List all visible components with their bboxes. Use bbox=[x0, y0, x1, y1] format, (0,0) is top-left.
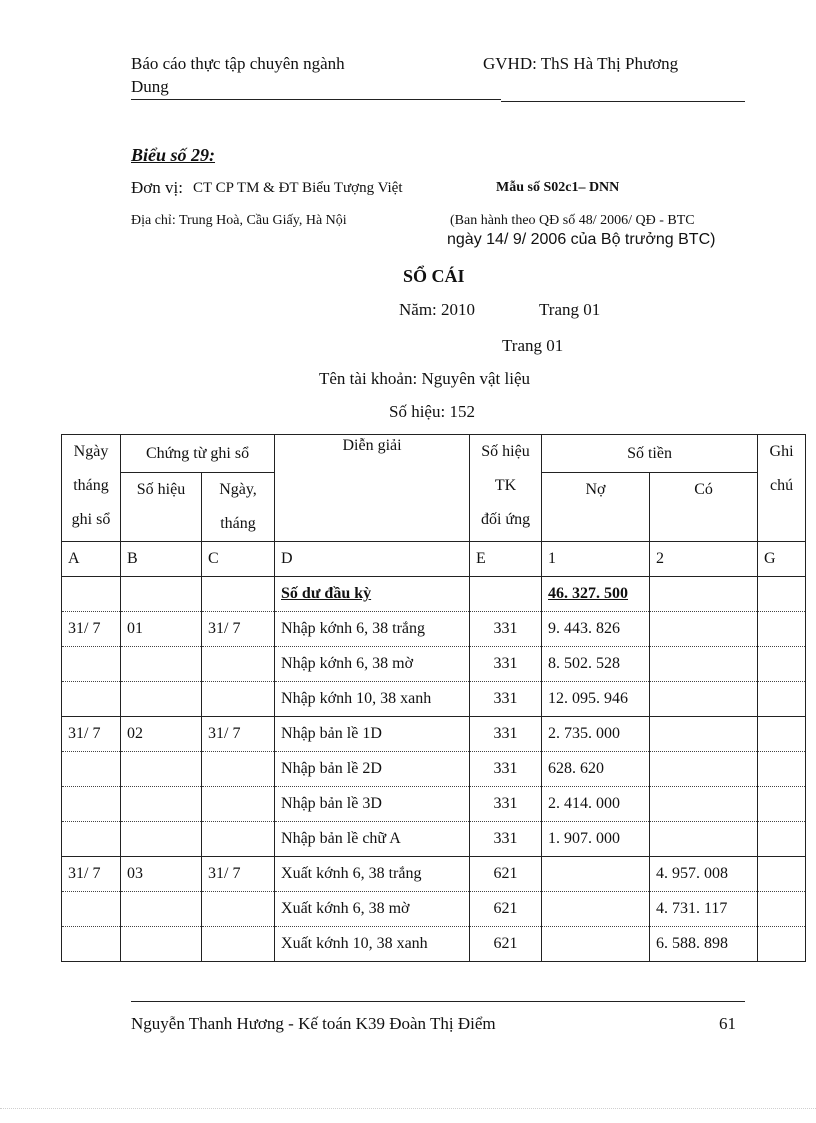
row-date: 31/ 7 bbox=[62, 612, 121, 647]
column-code: D bbox=[275, 542, 470, 577]
row-contra-account: 621 bbox=[470, 927, 542, 962]
header-voucher-date: Ngày, tháng bbox=[202, 473, 275, 542]
row-voucher-date bbox=[202, 787, 275, 822]
form-label: Biểu số 29: bbox=[131, 145, 216, 165]
row-contra-account: 331 bbox=[470, 682, 542, 717]
header-credit: Có bbox=[650, 473, 758, 542]
column-code: A bbox=[62, 542, 121, 577]
row-note bbox=[758, 857, 806, 892]
row-voucher-number bbox=[121, 927, 202, 962]
unit-label: Đơn vị: bbox=[131, 178, 183, 197]
supervisor-label: GVHD: ThS Hà Thị Phương bbox=[483, 54, 679, 73]
opening-balance-label: Số dư đầu kỳ bbox=[275, 577, 470, 612]
header-note: Ghi chú bbox=[758, 435, 806, 542]
row-description: Xuất kớnh 6, 38 trắng bbox=[275, 857, 470, 892]
row-credit bbox=[650, 822, 758, 857]
header-rule-left bbox=[131, 99, 501, 100]
row-credit: 4. 731. 117 bbox=[650, 892, 758, 927]
row-contra-account: 621 bbox=[470, 857, 542, 892]
row-voucher-date bbox=[202, 822, 275, 857]
row-voucher-date bbox=[202, 892, 275, 927]
row-description: Nhập bản lề 1D bbox=[275, 717, 470, 752]
row-note bbox=[758, 612, 806, 647]
row-voucher-date: 31/ 7 bbox=[202, 857, 275, 892]
row-note bbox=[758, 927, 806, 962]
row-note bbox=[758, 787, 806, 822]
footer-author: Nguyễn Thanh Hương - Kế toán K39 Đoàn Thị Điểm bbox=[131, 1014, 496, 1033]
footer-rule bbox=[131, 1001, 745, 1002]
row-date bbox=[62, 822, 121, 857]
row-description: Xuất kớnh 6, 38 mờ bbox=[275, 892, 470, 927]
row-note bbox=[758, 822, 806, 857]
table-row bbox=[62, 647, 806, 682]
row-credit bbox=[650, 612, 758, 647]
row-voucher-number bbox=[121, 647, 202, 682]
column-code: E bbox=[470, 542, 542, 577]
row-voucher-date bbox=[202, 927, 275, 962]
row-debit: 12. 095. 946 bbox=[542, 682, 650, 717]
row-note bbox=[758, 892, 806, 927]
header-description: Diễn giải bbox=[275, 435, 470, 542]
column-code: C bbox=[202, 542, 275, 577]
table-row bbox=[62, 682, 806, 717]
issued-decree: (Ban hành theo QĐ số 48/ 2006/ QĐ - BTC bbox=[450, 213, 695, 228]
row-voucher-date: 31/ 7 bbox=[202, 612, 275, 647]
row-voucher-date bbox=[202, 682, 275, 717]
header-amount: Số tiền bbox=[542, 435, 758, 473]
row-credit bbox=[650, 752, 758, 787]
row-voucher-date: 31/ 7 bbox=[202, 717, 275, 752]
row-contra-account: 331 bbox=[470, 752, 542, 787]
row-voucher-number bbox=[121, 892, 202, 927]
row-description: Nhập bản lề 3D bbox=[275, 787, 470, 822]
table-row bbox=[62, 857, 806, 892]
row-date bbox=[62, 752, 121, 787]
row-description: Nhập bản lề 2D bbox=[275, 752, 470, 787]
row-voucher-date bbox=[202, 752, 275, 787]
table-row bbox=[62, 787, 806, 822]
row-credit: 6. 588. 898 bbox=[650, 927, 758, 962]
row-date bbox=[62, 927, 121, 962]
ledger-page-repeat: Trang 01 bbox=[502, 336, 564, 355]
row-debit: 8. 502. 528 bbox=[542, 647, 650, 682]
column-code: B bbox=[121, 542, 202, 577]
row-contra-account: 331 bbox=[470, 717, 542, 752]
page-number: 61 bbox=[719, 1014, 736, 1033]
row-voucher-number bbox=[121, 682, 202, 717]
template-number: Mẫu số S02c1– DNN bbox=[496, 180, 620, 195]
column-code-row bbox=[62, 542, 806, 577]
row-voucher-number bbox=[121, 822, 202, 857]
row-debit: 9. 443. 826 bbox=[542, 612, 650, 647]
header-date: Ngày tháng ghi sổ bbox=[62, 435, 121, 542]
table-row bbox=[62, 927, 806, 962]
header-contra-account: Số hiệu TK đối ứng bbox=[470, 435, 542, 542]
row-date bbox=[62, 647, 121, 682]
row-debit bbox=[542, 927, 650, 962]
row-contra-account: 331 bbox=[470, 822, 542, 857]
row-note bbox=[758, 647, 806, 682]
row-contra-account: 331 bbox=[470, 647, 542, 682]
row-note bbox=[758, 752, 806, 787]
ledger-year: Năm: 2010 bbox=[399, 300, 476, 319]
page-bottom-edge bbox=[0, 1108, 816, 1123]
row-debit bbox=[542, 857, 650, 892]
ledger-table bbox=[61, 434, 806, 962]
row-date bbox=[62, 892, 121, 927]
ledger-title: SỔ CÁI bbox=[403, 266, 465, 286]
row-description: Nhập kớnh 6, 38 mờ bbox=[275, 647, 470, 682]
header-rule-right bbox=[501, 101, 745, 102]
row-date: 31/ 7 bbox=[62, 857, 121, 892]
row-contra-account: 331 bbox=[470, 787, 542, 822]
table-row bbox=[62, 822, 806, 857]
row-voucher-number: 01 bbox=[121, 612, 202, 647]
opening-balance-row bbox=[62, 577, 806, 612]
row-debit: 2. 735. 000 bbox=[542, 717, 650, 752]
report-title-line1: Báo cáo thực tập chuyên ngành bbox=[131, 54, 345, 73]
row-debit: 1. 907. 000 bbox=[542, 822, 650, 857]
account-name: Tên tài khoản: Nguyên vật liệu bbox=[319, 369, 531, 388]
header-debit: Nợ bbox=[542, 473, 650, 542]
opening-balance-debit: 46. 327. 500 bbox=[542, 577, 650, 612]
table-row bbox=[62, 612, 806, 647]
row-voucher-date bbox=[202, 647, 275, 682]
row-voucher-number bbox=[121, 787, 202, 822]
address: Địa chỉ: Trung Hoà, Cầu Giấy, Hà Nội bbox=[131, 213, 347, 228]
row-voucher-number bbox=[121, 752, 202, 787]
row-date: 31/ 7 bbox=[62, 717, 121, 752]
issued-date: ngày 14/ 9/ 2006 của Bộ trưởng BTC) bbox=[447, 231, 716, 248]
row-date bbox=[62, 682, 121, 717]
row-description: Nhập kớnh 6, 38 trắng bbox=[275, 612, 470, 647]
row-credit bbox=[650, 682, 758, 717]
account-number: Số hiệu: 152 bbox=[389, 402, 475, 421]
row-note bbox=[758, 682, 806, 717]
row-description: Xuất kớnh 10, 38 xanh bbox=[275, 927, 470, 962]
row-credit bbox=[650, 647, 758, 682]
row-contra-account: 331 bbox=[470, 612, 542, 647]
column-code: 1 bbox=[542, 542, 650, 577]
column-code: 2 bbox=[650, 542, 758, 577]
column-code: G bbox=[758, 542, 806, 577]
row-debit: 2. 414. 000 bbox=[542, 787, 650, 822]
row-credit: 4. 957. 008 bbox=[650, 857, 758, 892]
row-debit bbox=[542, 892, 650, 927]
row-voucher-number: 03 bbox=[121, 857, 202, 892]
row-note bbox=[758, 717, 806, 752]
ledger-page: Trang 01 bbox=[539, 300, 601, 319]
row-credit bbox=[650, 717, 758, 752]
row-contra-account: 621 bbox=[470, 892, 542, 927]
header-voucher: Chứng từ ghi sổ bbox=[121, 435, 275, 473]
unit-value: CT CP TM & ĐT Biểu Tượng Việt bbox=[193, 180, 403, 196]
report-title-line2: Dung bbox=[131, 77, 169, 96]
row-debit: 628. 620 bbox=[542, 752, 650, 787]
table-row bbox=[62, 752, 806, 787]
table-row bbox=[62, 717, 806, 752]
row-description: Nhập bản lề chữ A bbox=[275, 822, 470, 857]
row-description: Nhập kớnh 10, 38 xanh bbox=[275, 682, 470, 717]
row-credit bbox=[650, 787, 758, 822]
table-row bbox=[62, 892, 806, 927]
row-voucher-number: 02 bbox=[121, 717, 202, 752]
header-voucher-number: Số hiệu bbox=[121, 473, 202, 542]
row-date bbox=[62, 787, 121, 822]
